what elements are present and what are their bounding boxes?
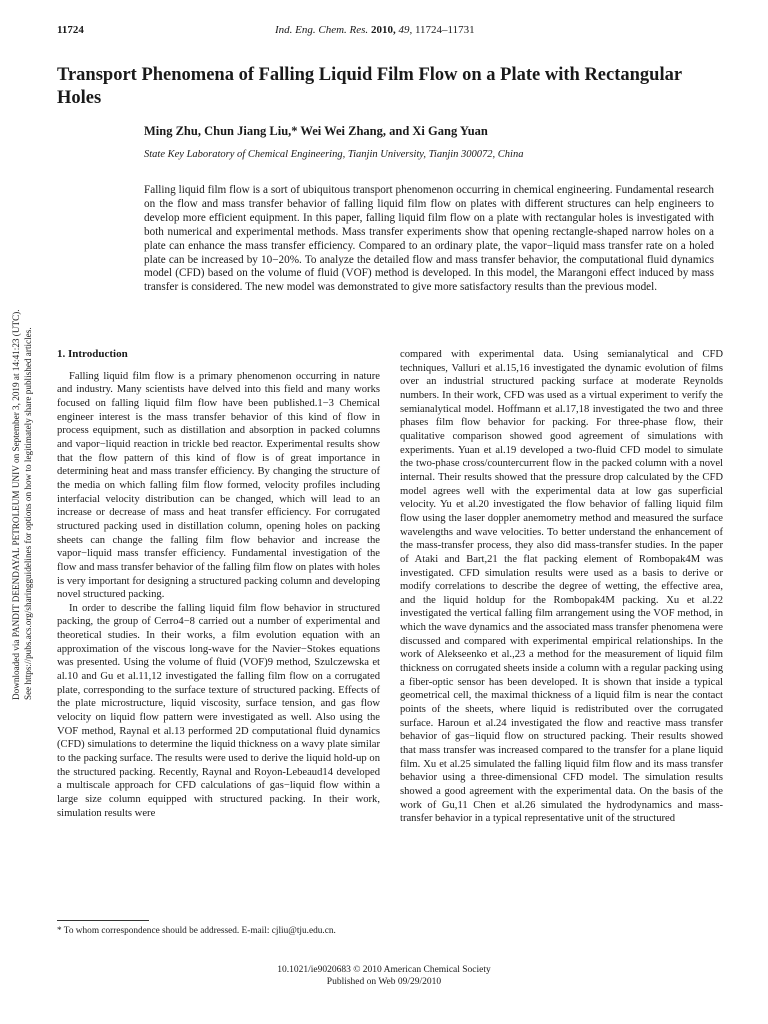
- journal-year: 2010,: [370, 24, 396, 36]
- correspondence-footnote: * To whom correspondence should be addressed. E-mail: cjliu@tju.edu.cn.: [57, 926, 336, 936]
- journal-abbrev: Ind. Eng. Chem. Res.: [275, 24, 369, 36]
- intro-paragraph-continued: compared with experimental data. Using semianalytical and CFD techniques, Valluri et al.15,16 investigated the dynamic evolution of films over an industrial structured packing surface at moderate Reynolds numbers. In their work, CFD was used as a virtual experiment to verify the semianalytical model. Hoffmann et al.17,18 investigated the two and three phases film flow behavior for packing. For three-phase flow, their qualitative comparison showed good agreement of simulations with experiments. Yuan et al.19 developed a two-fluid CFD model to simulate the two-phase cross/countercurrent flow in the packed column with a novel internal. Their results showed that the pressure drop calculated by the CFD model agrees well with the experimental data at low gas superficial velocity. Yu et al.20 investigated the flow behavior of falling liquid film flow using the laser doppler anemometry method and measured the surface wavelengths and wave velocities. To better understand the enhancement of the mass-transfer process, they also did mass-transfer studies. In the paper of Ataki and Bart,21 the flat packing element of Rombopak4M was investigated. CFD simulation results were used as a basis to derive or modify correlations to describe the degree of wetting, the effective area, and the liquid holdup for the Rombopak4M packing. Xu et al.22 investigated the vertical falling film arrangement using the VOF method, in which the wave dynamics and the associated mass transfer phenomena were discussed and compared with experimental empirical relationships. In the work of Alekseenko et al.,23 a method for the measurement of liquid film thickness on corrugated sheets inside a column with a regular packing using a fiber-optic sensor has been developed. It is shown that inside a typical geometrical cell, the maximal thickness of a liquid film is near the contact points of the sheets, where liquid is redistributed over the corrugated surface. Haroun et al.24 investigated the flow and reactive mass transfer behavior of gas−liquid flow on structured packing. Their results showed that mass transfer was increased compared to the transfer for a plane liquid film. Xu et al.25 simulated the falling liquid film flow and its mass transfer behavior using a three-dimensional CFD model. The simulation results showed a good agreement with the experimental data. On the basis of the work of Gu,11 Chen et al.26 simulated the hydrodynamics and mass-transfer behavior in a typical representative unit of the structured: [400, 349, 723, 825]
- abstract: Falling liquid film flow is a sort of ubiquitous transport phenomenon occurring in chemical engineering. Fundamental research on the flow and mass transfer behavior of falling liquid film flow on plates with different structures can help engineers to develop more efficient equipment. In this paper, falling liquid film flow on a plate with rectangular holes is investigated with both numerical and experimental methods. Mass transfer experiments show that opening rectangle-shaped narrow holes on a plate can enhance the mass transfer efficiency. Compared to an ordinary plate, the vapor−liquid mass transfer rate on a holed plate can be increased by 10−20%. To analyze the detailed flow and mass transfer behavior, the computational fluid dynamics model (CFD) based on the volume of fluid (VOF) method is developed. In this model, the Marangoni effect induced by mass transfer is considered. The new model was demonstrated to give more satisfactory results than the previous model.: [144, 184, 714, 294]
- section-heading: 1. Introduction: [57, 348, 128, 360]
- journal-reference: [275, 24, 475, 36]
- paper-title: Transport Phenomena of Falling Liquid Film Flow on a Plate with Rectangular Holes: [57, 65, 682, 108]
- sharing-guidelines-line[interactable]: See https://pubs.acs.org/sharingguidelines for options on how to legitimately share published articles.: [23, 327, 33, 700]
- affiliation: State Key Laboratory of Chemical Engineering, Tianjin University, Tianjin 300072, China: [144, 149, 524, 160]
- published-date-line: Published on Web 09/29/2010: [326, 977, 442, 987]
- download-notice-line1: Downloaded via PANDIT DEENDAYAL PETROLEUM UNIV on September 3, 2019 at 14:41:23 (UTC).: [11, 309, 21, 700]
- page-number: 11724: [57, 24, 84, 36]
- journal-pages: 11724–11731: [414, 24, 475, 36]
- left-column: [57, 348, 380, 820]
- intro-paragraph-2: In order to describe the falling liquid film flow behavior in structured packing, the group of Cerro4−8 carried out a number of experimental and theoretical studies. In their works, a film evolution equation with an approximation of the viscous long-wave for the Navier−Stokes equations was presented. Using the volume of fluid (VOF)9 method, Szulczewska et al.10 and Gu et al.11,12 investigated the falling film flow on a corrugated plate, corresponding to the surface texture of structured packing. Effects of the plate microstructure, liquid viscosity, surface tension, and gas flow velocity on liquid flow pattern were investigated as well. Also using the VOF method, Raynal et al.13 performed 2D computational fluid dynamics (CFD) simulations to determine the liquid thickness on a wavy plate similar to the packing surface. The results were used to derive the liquid hold-up on the structured packing. Recently, Raynal and Royon-Lebeaud14 developed a multiscale approach for CFD calculations of gas−liquid flow within a large size column equipped with structured packing. In their work, simulation results were: [57, 602, 380, 819]
- footnote-divider: [57, 920, 149, 921]
- download-notice-sidebar: [10, 300, 40, 700]
- right-column: [400, 348, 723, 826]
- journal-volume: 49,: [398, 24, 413, 36]
- author-list: Ming Zhu, Chun Jiang Liu,* Wei Wei Zhang, and Xi Gang Yuan: [144, 124, 488, 138]
- intro-paragraph-1: Falling liquid film flow is a primary phenomenon occurring in nature and industry. Many scientists have delved into this field and many works focused on falling liquid film flow have been published.1−3 Chemical engineer interest is the mass transfer behavior of this kind of flow in process equipment, such as distillation and absorption in packed columns and vapor−liquid reaction in trickle bed reactor. Experimental results show that the flow pattern of this kind of flow is of great importance in determining heat and mass transfer efficiency. By changing the structure of the media on which falling film flow formed, velocity profiles including interfacial velocity distribution can be changed, which will lead to an increase or decrease of mass and heat transfer efficiency. For corrugated structured packing used in distillation column, opening holes on packing sheets can change the falling film flow behavior and increase the vapor−liquid mass transfer efficiency. Fundamental investigation of the flow and mass transfer behavior of the falling film flow on plates with holes is very important for designing a structured packing column and developing novel structured packing.: [57, 370, 380, 601]
- doi-copyright-line: 10.1021/ie9020683 © 2010 American Chemical Society: [277, 965, 491, 975]
